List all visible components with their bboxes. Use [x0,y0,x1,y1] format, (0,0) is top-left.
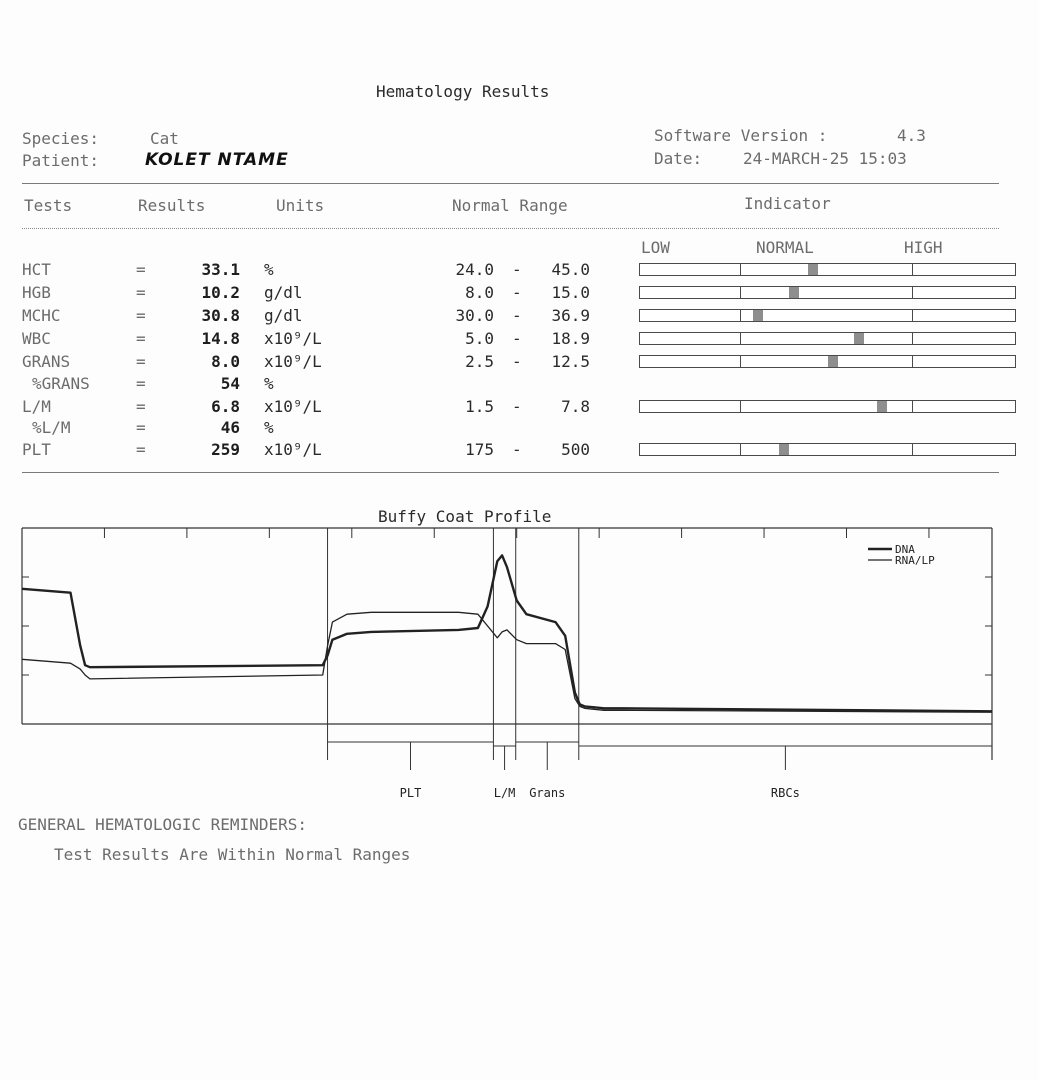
test-name: %GRANS [32,374,90,393]
unit: x10⁹/L [264,397,322,416]
chart-legend [868,543,935,567]
range-dash: - [512,283,522,302]
equals-sign: = [136,260,146,279]
result-value: 6.8 [211,397,240,416]
indicator-marker [854,333,864,344]
unit: % [264,418,274,437]
indicator-marker [877,401,887,412]
range-high: 12.5 [551,352,590,371]
table-row [22,352,1002,374]
indicator-bar [639,400,1016,413]
chart-series [22,555,992,712]
column-rule [22,228,999,229]
range-high: 500 [561,440,590,459]
indicator-bar [639,309,1016,322]
range-high: 36.9 [551,306,590,325]
range-low: 2.5 [465,352,494,371]
equals-sign: = [136,329,146,348]
indicator-bar [639,355,1016,368]
result-value: 46 [220,418,240,437]
series-line-dna [22,555,992,711]
region-label: L/M [493,786,516,800]
range-high: 15.0 [551,283,590,302]
equals-sign: = [136,283,146,302]
range-low: 1.5 [465,397,494,416]
col-tests: Tests [24,196,73,215]
chart-title: Buffy Coat Profile [378,507,552,526]
test-name: WBC [22,329,51,348]
species-label: Species: [22,129,100,148]
date-label: Date: [654,149,703,168]
range-dash: - [512,306,522,325]
range-low: 24.0 [455,260,494,279]
result-value: 10.2 [201,283,240,302]
indicator-marker [828,356,838,367]
date-value: 24-MARCH-25 15:03 [743,149,907,168]
table-row [22,329,1002,351]
equals-sign: = [136,397,146,416]
range-low: 8.0 [465,283,494,302]
range-low: 5.0 [465,329,494,348]
equals-sign: = [136,418,146,437]
unit: g/dl [264,306,303,325]
indicator-normal-label: NORMAL [756,238,814,257]
indicator-marker [753,310,763,321]
equals-sign: = [136,352,146,371]
reminders-message: Test Results Are Within Normal Ranges [54,845,411,864]
unit: g/dl [264,283,303,302]
range-low: 30.0 [455,306,494,325]
col-indicator: Indicator [744,194,831,213]
table-row [22,418,1002,440]
table-row [22,283,1002,305]
test-name: GRANS [22,352,71,371]
indicator-low-label: LOW [641,238,670,257]
chart-regions [328,528,992,800]
patient-label: Patient: [22,151,100,170]
unit: x10⁹/L [264,352,322,371]
test-name: L/M [22,397,51,416]
software-version-label: Software Version : [654,126,828,145]
species-value: Cat [150,129,179,148]
range-high: 45.0 [551,260,590,279]
range-high: 18.9 [551,329,590,348]
equals-sign: = [136,306,146,325]
indicator-high-label: HIGH [904,238,943,257]
region-label: Grans [529,786,566,800]
test-name: %L/M [32,418,71,437]
software-version-value: 4.3 [897,126,926,145]
indicator-bar [639,443,1016,456]
series-line-rna-lp [22,612,992,712]
region-label: PLT [399,786,422,800]
range-dash: - [512,260,522,279]
range-dash: - [512,352,522,371]
result-value: 30.8 [201,306,240,325]
table-row [22,397,1002,419]
test-name: PLT [22,440,51,459]
col-units: Units [276,196,325,215]
range-low: 175 [465,440,494,459]
chart-ticks [22,528,992,675]
col-results: Results [138,196,206,215]
table-row [22,440,1002,462]
legend-label: RNA/LP [895,554,935,567]
region-label: RBCs [770,786,800,800]
test-name: MCHC [22,306,61,325]
equals-sign: = [136,440,146,459]
unit: % [264,374,274,393]
result-value: 259 [211,440,240,459]
indicator-bar [639,263,1016,276]
patient-name-handwritten: KOLET NTAME [145,150,289,170]
buffy-coat-chart [0,520,1039,810]
report-title: Hematology Results [376,82,550,101]
header-rule [22,183,999,184]
result-value: 33.1 [201,260,240,279]
table-row [22,374,1002,396]
table-row [22,260,1002,282]
indicator-bar [639,286,1016,299]
equals-sign: = [136,374,146,393]
range-dash: - [512,397,522,416]
unit: x10⁹/L [264,329,322,348]
legend-label: DNA [895,543,915,556]
unit: x10⁹/L [264,440,322,459]
result-value: 14.8 [201,329,240,348]
result-value: 54 [220,374,240,393]
indicator-marker [789,287,799,298]
table-bottom-rule [22,472,999,473]
indicator-bar [639,332,1016,345]
col-normal-range: Normal Range [452,196,568,215]
test-name: HGB [22,283,51,302]
table-row [22,306,1002,328]
test-name: HCT [22,260,51,279]
indicator-marker [808,264,818,275]
indicator-marker [779,444,789,455]
range-dash: - [512,440,522,459]
reminders-heading: GENERAL HEMATOLOGIC REMINDERS: [18,815,307,834]
chart-frame [22,528,992,760]
range-dash: - [512,329,522,348]
result-value: 8.0 [211,352,240,371]
range-high: 7.8 [561,397,590,416]
unit: % [264,260,274,279]
